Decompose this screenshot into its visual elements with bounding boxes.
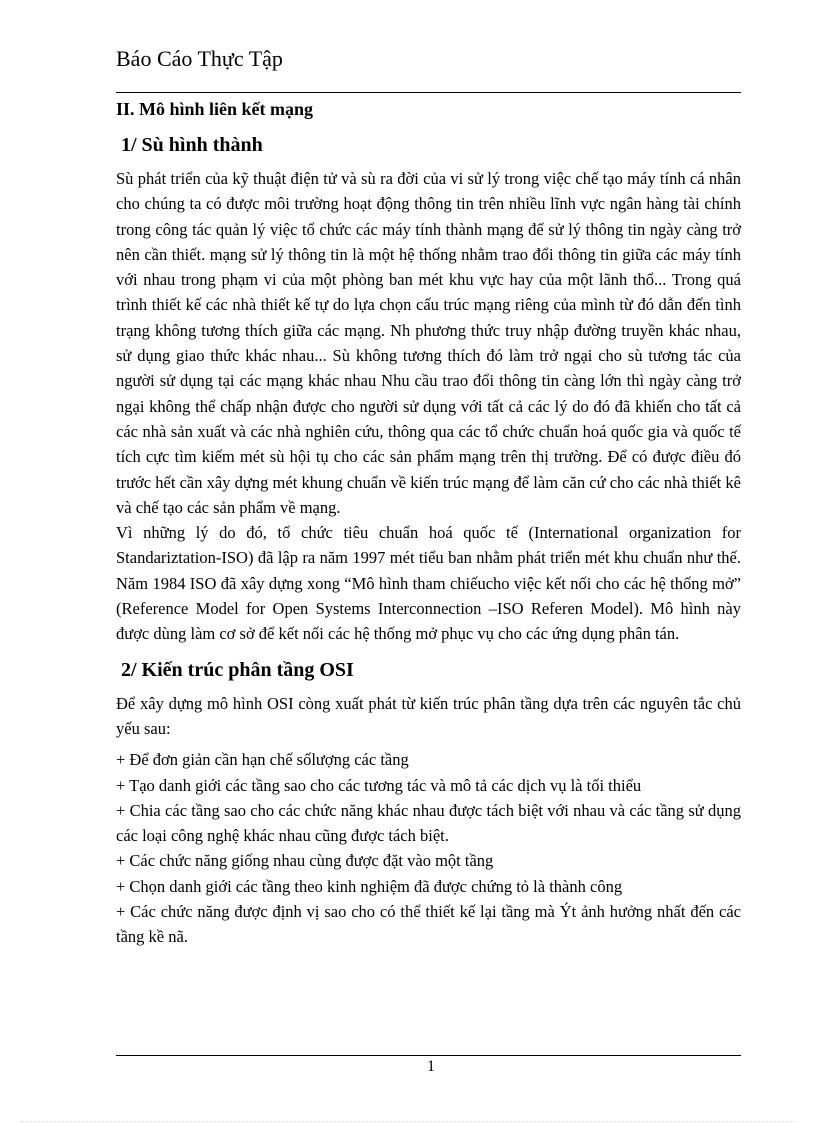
header-divider <box>116 92 741 93</box>
subsection-title-1: 1/ Sù hình thành <box>121 134 263 156</box>
list-item: + Các chức năng giống nhau cùng được đặt vào một tầng <box>116 851 494 871</box>
page-body <box>116 96 741 950</box>
paragraph: Sù phát triển của kỹ thuật điện tử và sù ra đời của vi sử lý trong việc chế tạo máy tính cá nhân cho chúng ta có được môi trường hoạt động thông tin trên nhiều lĩnh vực ngân hàng tài chính trong công tác quản lý việc tổ chức các máy tính thành mạng để sử lý thông tin ngày càng trở nên cần thiết. mạng sử lý thông tin là một hệ thống nhằm trao đổi thông tin giữa các máy tính với nhau trong phạm vi của một phòng ban mét khu vực hay của một lãnh thổ... Trong quá trình thiết kế các nhà thiết kế tự do lựa chọn cấu trúc mạng riêng của mình từ đó dẫn đến tình trạng không tương thích giữa các mạng. Nh phương thức truy nhập đường truyền khác nhau, sử dụng giao thức khác nhau... Sù không tương thích đó làm trở ngại cho sù tương tác của người sử dụng tại các mạng khác nhau Nhu cầu trao đổi thông tin càng lớn thì ngày càng trở ngại không thể chấp nhận được cho người sử dụng với tất cả các lý do đó đã khiến cho tất cả các nhà sản xuất và các nhà nghiên cứu, thông qua các tổ chức chuẩn hoá quốc gia và quốc tế tích cực tìm kiếm mét sù hội tụ cho các sản phẩm mạng trên thị trường. Để có được điều đó trước hết cần xây dựng mét khung chuẩn về kiến trúc mạng để làm căn cứ cho các nhà thiết kê và chế tạo các sản phẩm về mạng. <box>116 169 741 517</box>
paragraph: Vì những lý do đó, tổ chức tiêu chuẩn hoá quốc tế (International organization for Standariztation-ISO) đã lập ra năm 1997 mét tiểu ban nhằm phát triển mét khu chuẩn như thế. Năm 1984 ISO đã xây dựng xong “Mô hình tham chiếucho việc kết nối cho các hệ thống mở” (Reference Model for Open Systems Interconnection –ISO Referen Model). Mô hình này được dùng làm cơ sở để kết nối các hệ thống mở phục vụ cho các ứng dụng phân tán. <box>116 523 741 644</box>
list-item: + Chọn danh giới các tầng theo kinh nghiệm đã được chứng tỏ là thành công <box>116 876 623 896</box>
section-title: II. Mô hình liên kết mạng <box>116 99 314 119</box>
footer-divider <box>116 1055 741 1056</box>
list-item: + Tạo danh giới các tầng sao cho các tương tác và mô tả các dịch vụ là tối thiểu <box>116 775 642 795</box>
paragraph: Để xây dựng mô hình OSI còng xuất phát từ kiến trúc phân tầng dựa trên các nguyên tắc chủ yếu sau: <box>116 693 741 738</box>
page-edge-divider <box>20 1121 796 1122</box>
subsection-title-2: 2/ Kiến trúc phân tầng OSI <box>121 658 354 681</box>
running-header: Báo Cáo Thực Tập <box>116 46 283 71</box>
list-item: + Để đơn giản cần hạn chế sốlượng các tầng <box>116 750 409 770</box>
page-number: 1 <box>427 1058 435 1075</box>
list-item: + Các chức năng được định vị sao cho có thể thiết kế lại tầng mà Ýt ảnh hưởng nhất đến các tầng kề nã. <box>116 902 741 947</box>
list-item: + Chia các tầng sao cho các chức năng khác nhau được tách biệt với nhau và các tầng sử dụng các loại công nghệ khác nhau cũng được tách biệt. <box>116 800 741 846</box>
principles-list <box>116 747 741 949</box>
